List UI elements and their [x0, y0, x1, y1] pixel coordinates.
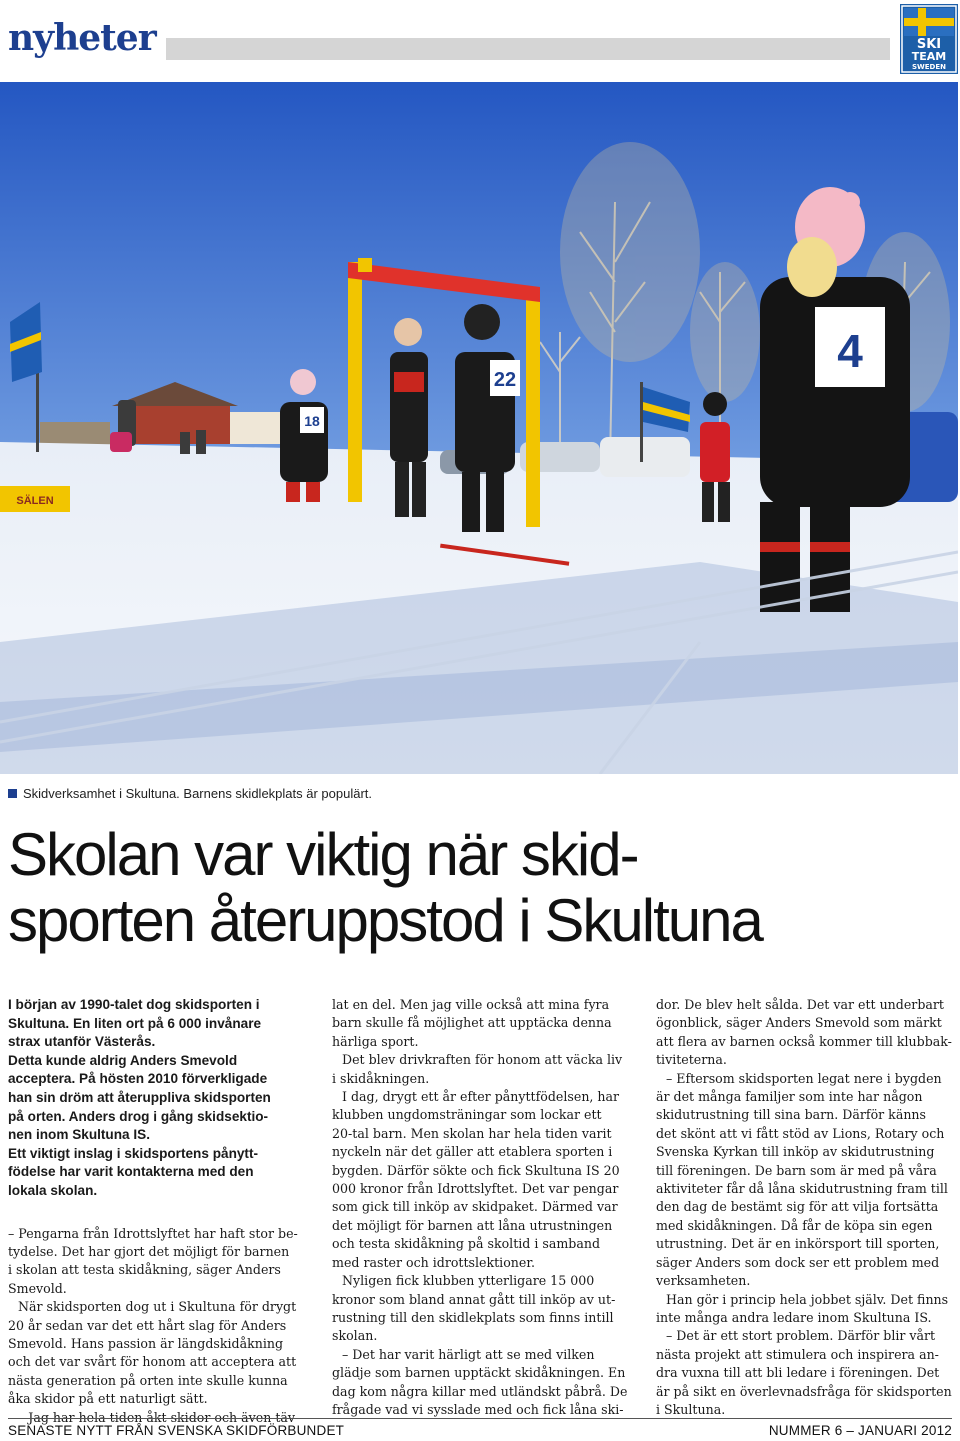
lead-line: på orten. Anders drog i gång skidsektio- — [8, 1108, 269, 1124]
body-line: det skönt att vi fått stöd av Lions, Rotary och — [656, 1125, 945, 1141]
caption-bullet-icon — [8, 789, 17, 798]
article-column-3 — [656, 996, 952, 1419]
body-line: inte många andra ledare inom Skultuna IS. — [656, 1309, 932, 1325]
body-line: Smevold. Hans passion är längdskidåkning — [8, 1335, 284, 1351]
body-line: den dag de bestämt sig för att vilja fortsätta — [656, 1199, 939, 1215]
body-line: skolan. — [332, 1328, 378, 1344]
lead-line: acceptera. På hösten 2010 förverkligade — [8, 1071, 268, 1087]
body-line: skidutrustning till sina barn. Därför känns — [656, 1107, 927, 1123]
footer-rule — [8, 1418, 952, 1419]
body-line: till föreningen. De barn som är med på våra — [656, 1162, 937, 1178]
headline-line-2: sporten återuppstod i Skultuna — [8, 887, 762, 954]
body-line: Svenska Kyrkan till inköp av skidutrustning — [656, 1144, 935, 1160]
body-line: aktiviteter får då låna skidutrustning fram till — [656, 1181, 948, 1197]
lead-line: födelse har varit kontakterna med den — [8, 1164, 254, 1180]
body-line: och testa skidåkning på skoltid i samband — [332, 1236, 601, 1252]
body-line: tiviteterna. — [656, 1052, 727, 1068]
section-title: nyheter — [8, 17, 156, 59]
body-line: frågade vad vi sysslade med och fick låna ski- — [332, 1401, 624, 1417]
body-line: med skidåkningen. Då får de köpa sin egen — [656, 1217, 933, 1233]
bib-18: 18 — [304, 413, 320, 429]
lead-paragraph — [8, 996, 304, 1201]
lead-line: Skultuna. En liten ort på 6 000 invånare — [8, 1015, 262, 1031]
body-line: lat en del. Men jag ville också att mina fyra — [332, 997, 610, 1012]
lead-line: han sin dröm att återuppliva skidsporten — [8, 1089, 271, 1105]
lead-line: I början av 1990-talet dog skidsporten i — [8, 997, 260, 1012]
body-text-col3 — [656, 996, 952, 1419]
headline-line-1: Skolan var viktig när skid- — [8, 821, 638, 888]
body-line: 20-tal barn. Men skolan har hela tiden varit — [332, 1125, 612, 1141]
body-line: i skolan att testa skidåkning, säger Anders — [8, 1262, 281, 1278]
lead-line: strax utanför Västerås. — [8, 1034, 156, 1050]
body-line: Nyligen fick klubben ytterligare 15 000 — [342, 1273, 595, 1289]
caption-text: Skidverksamhet i Skultuna. Barnens skidlekplats är populärt. — [23, 786, 373, 801]
body-line: nyckeln när det gäller att etablera sporten i — [332, 1144, 613, 1160]
footer-publication: SENASTE NYTT FRÅN SVENSKA SKIDFÖRBUNDET — [8, 1423, 345, 1438]
body-line: dor. De blev helt sålda. Det var ett underbart — [656, 997, 944, 1012]
lead-line: nen inom Skultuna IS. — [8, 1127, 150, 1143]
body-line: att flera av barnen också kommer till klubbak- — [656, 1033, 952, 1049]
article-photo — [0, 82, 958, 774]
footer-issue: NUMMER 6 – JANUARI 2012 — [768, 1423, 952, 1438]
body-line: barn skulle få möjlighet att upptäcka denna — [332, 1015, 612, 1031]
lead-line: lokala skolan. — [8, 1182, 98, 1198]
article-column-1 — [8, 996, 304, 1427]
logo-text-team: TEAM — [911, 50, 947, 63]
body-line: 000 kronor från Idrottslyftet. Det var pengar — [332, 1181, 619, 1197]
body-line: glädje som barnen upptäckt skidåkningen. En — [332, 1365, 626, 1381]
body-line: nästa generation på orten inte skulle kunna — [8, 1372, 288, 1388]
body-line: I dag, drygt ett år efter pånyttfödelsen, har — [342, 1089, 620, 1105]
body-line: Det blev drivkraften för honom att väcka liv — [342, 1052, 623, 1068]
body-line: och det var svårt för honom att acceptera att — [8, 1354, 297, 1370]
body-line: i Skultuna. — [656, 1401, 726, 1417]
body-line: i skidåkningen. — [332, 1070, 430, 1086]
body-line: bygden. Därför sökte och fick Skultuna IS 20 — [332, 1162, 620, 1178]
logo-text-ski: SKI — [916, 37, 942, 52]
body-line: dra vuxna till att bli ledare i föreningen. Det — [656, 1365, 940, 1381]
photo-caption — [8, 786, 372, 801]
body-line: 20 år sedan var det ett hårt slag för Anders — [8, 1317, 287, 1333]
body-line: är det många familjer som inte har någon — [656, 1089, 923, 1105]
body-line: När skidsporten dog ut i Skultuna för drygt — [18, 1299, 297, 1315]
bib-22: 22 — [493, 369, 517, 391]
article-column-2 — [332, 996, 628, 1419]
body-line: det möjligt för barnen att låna utrustningen — [332, 1217, 613, 1233]
body-line: utrustning. Det är en inkörsport till sporten, — [656, 1236, 940, 1252]
body-line: med raster och idrottslektioner. — [332, 1254, 535, 1270]
body-line: – Eftersom skidsporten legat nere i bygden — [666, 1070, 942, 1086]
body-line: – Pengarna från Idrottslyftet har haft stor be- — [8, 1225, 298, 1241]
ski-team-sweden-logo — [900, 4, 958, 74]
body-line: – Det har varit härligt att se med vilken — [342, 1346, 595, 1362]
body-line: Smevold. — [8, 1280, 67, 1296]
body-line: rustning till den skidlekplats som finns intill — [332, 1309, 614, 1325]
body-text-col1 — [8, 1225, 304, 1427]
sign-text: SÄLEN — [16, 495, 54, 507]
header-rule — [166, 38, 890, 60]
lead-line: Detta kunde aldrig Anders Smevold — [8, 1052, 238, 1068]
body-line: Han gör i princip hela jobbet själv. Det finns — [666, 1291, 949, 1307]
body-line: tydelse. Det har gjort det möjligt för barnen — [8, 1243, 290, 1259]
body-line: åka skidor på ett naturligt sätt. — [8, 1391, 208, 1407]
body-line: – Det är ett stort problem. Därför blir vårt — [666, 1328, 936, 1344]
lead-line: Ett viktigt inslag i skidsportens pånytt- — [8, 1145, 259, 1161]
bib-4: 4 — [837, 325, 863, 377]
body-line: härliga sport. — [332, 1033, 419, 1049]
body-line: säger Anders som dock ser ett problem med — [656, 1254, 940, 1270]
logo-text-sweden: SWEDEN — [912, 63, 946, 71]
body-line: som gick till inköp av skidpaket. Därmed var — [332, 1199, 618, 1215]
salen-sign — [0, 486, 70, 512]
body-line: dag kom några killar med utländskt påbrå. De — [332, 1383, 628, 1399]
body-line: klubben ungdomsträningar som lockar ett — [332, 1107, 602, 1123]
article-headline — [8, 822, 958, 954]
body-text-col2 — [332, 996, 628, 1419]
body-line: ögonblick, säger Anders Smevold som märkt — [656, 1015, 942, 1031]
body-line: verksamheten. — [656, 1273, 751, 1289]
masthead — [0, 0, 960, 82]
body-line: är på sikt en överlevnadsfråga för skidsporten — [656, 1383, 952, 1399]
body-line: kronor som bland annat gått till inköp av ut- — [332, 1291, 616, 1307]
body-line: nästa projekt att stimulera och inspirera an- — [656, 1346, 939, 1362]
